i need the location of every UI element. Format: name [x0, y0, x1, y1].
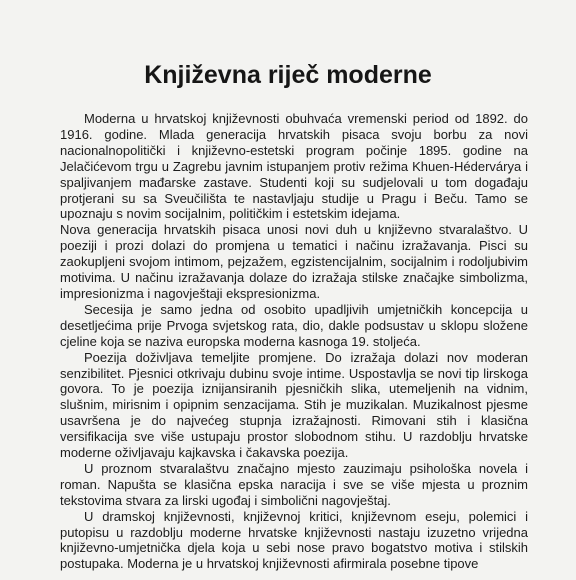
- paragraph: Nova generacija hrvatskih pisaca unosi novi duh u književno stvaralaštvo. U poeziji i prozi dolazi do promjena u tematici i načinu izražavanja. Pisci su zaokupljeni svojom intimom, pejzažem, egzistencijalnim, socijalnim i rodoljubivim motivima. U načinu izražavanja dolaze do izražaja stilske značajke simbolizma, impresionizma i nagovještaji ekspresionizma.: [60, 222, 528, 301]
- paragraph: U proznom stvaralaštvu značajno mjesto zauzimaju psihološka novela i roman. Napušta se klasična epska naracija i sve se više mjesta u proznim tekstovima stvara za lirski ugođaj i simbolični nagovještaj.: [60, 460, 528, 508]
- paragraph: U dramskoj književnosti, književnoj kritici, književnom eseju, polemici i putopisu u razdoblju moderne hrvatske književnosti nastaju izuzetno vrijedna književno-umjetnička djela koja u sebi nose pravo bogatstvo motiva i stilskih postupaka. Moderna je u hrvatskoj književnosti afirmirala posebne tipove: [60, 508, 528, 572]
- document-body: [60, 111, 528, 572]
- paragraph: Secesija je samo jedna od osobito upadljivih umjetničkih koncepcija u desetljećima prije Prvoga svjetskog rata, dio, dakle podsustav u sklopu složene cjeline koja se naziva europska moderna kasnoga 19. stoljeća.: [60, 301, 528, 349]
- page-title: Književna riječ moderne: [144, 61, 432, 89]
- paragraph: Poezija doživljava temeljite promjene. Do izražaja dolazi nov moderan senzibilitet. Pjesnici otkrivaju dubinu svoje intime. Uspostavlja se novi tip lirskoga govora. To je poezija iznijansiranih pjesničkih slika, utemeljenih na vidnim, slušnim, mirisnim i opipnim senzacijama. Stih je muzikalan. Muzikalnost pjesme usavršena je do najvećeg stupnja izražajnosti. Rimovani stih i klasična versifikacija sve više ustupaju prostor slobodnom stihu. U razdoblju hrvatske moderne oživljavaju kajkavska i čakavska poezija.: [60, 349, 528, 461]
- paragraph: Moderna u hrvatskoj književnosti obuhvaća vremenski period od 1892. do 1916. godine. Mlada generacija hrvatskih pisaca svoju borbu za novi nacionalnopolitički i književno-estetski program počinje 1895. godine na Jelačićevom trgu u Zagrebu javnim istupanjem protiv režima Khuen-Hédervárya i spaljivanjem mađarske zastave. Studenti koji su sudjelovali u tom događaju protjerani su sa Sveučilišta te nastavljaju studije u Pragu i Beču. Tamo se upoznaju s novim socijalnim, političkim i estetskim idejama.: [60, 111, 528, 222]
